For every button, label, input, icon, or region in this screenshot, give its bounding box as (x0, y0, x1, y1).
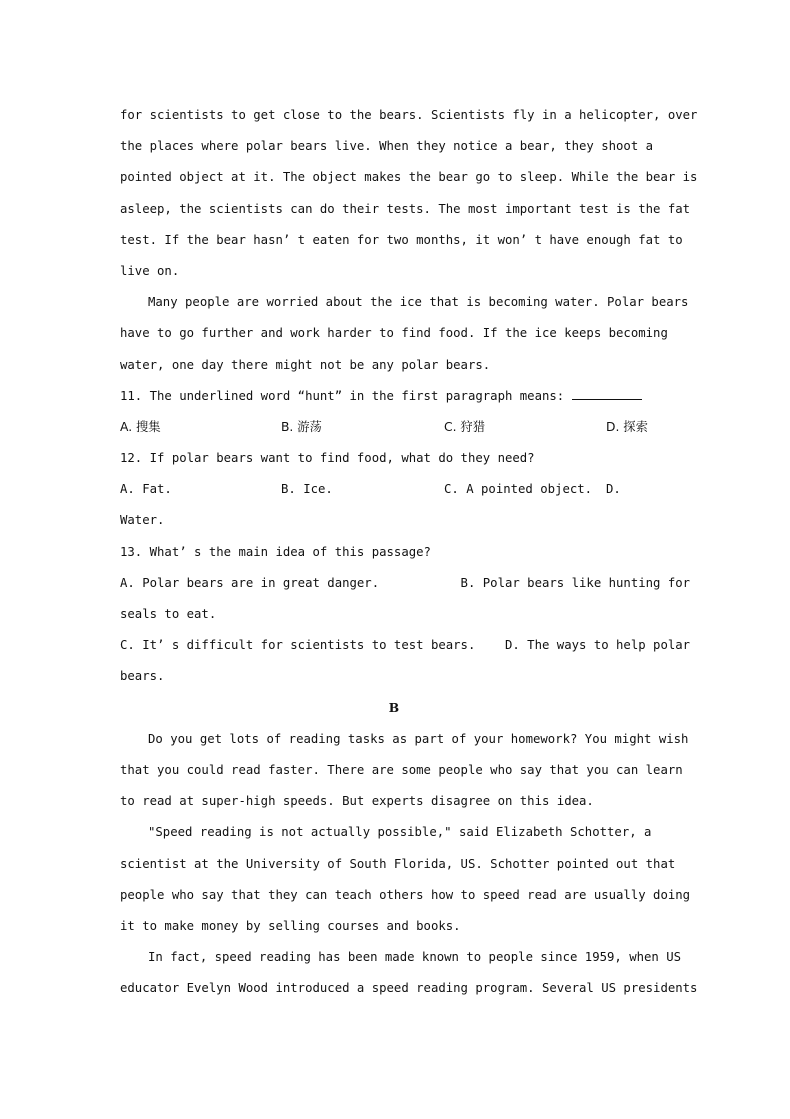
document-page (120, 104, 698, 1008)
passage-a-p2-line-3: water, one day there might not be any polar bears. (120, 357, 491, 372)
q11-option-a: A. 搜集 (120, 419, 161, 434)
q13-options-line-2: seals to eat. (120, 607, 217, 621)
passage-a-p2-line-2: have to go further and work harder to find food. If the ice keeps becoming (120, 326, 668, 341)
passage-a-p2-line-1: Many people are worried about the ice that is becoming water. Polar bears (148, 295, 689, 310)
passage-b-p3-line-2: educator Evelyn Wood introduced a speed reading program. Several US presidents (120, 981, 698, 996)
passage-b-p3-line-1: In fact, speed reading has been made known to people since 1959, when US (148, 950, 682, 965)
q13-options-line-1: A. Polar bears are in great danger. B. Polar bears like hunting for (120, 575, 691, 590)
passage-a-line-3: pointed object at it. The object makes the bear go to sleep. While the bear is (120, 170, 698, 185)
q13-options-line-4: bears. (120, 669, 165, 684)
passage-a-line-4: asleep, the scientists can do their tests. The most important test is the fat (120, 201, 691, 216)
passage-a-line-2: the places where polar bears live. When they notice a bear, they shoot a (120, 139, 654, 154)
passage-b-p2-line-1: "Speed reading is not actually possible," said Elizabeth Schotter, a (148, 825, 652, 840)
q11-option-d: D. 探索 (606, 419, 648, 434)
question-12-stem: 12. If polar bears want to find food, what do they need? (120, 451, 535, 466)
passage-b-p1-line-1: Do you get lots of reading tasks as part of your homework? You might wish (148, 731, 689, 746)
section-b-title: B (388, 699, 400, 715)
passage-a-line-6: live on. (120, 263, 180, 278)
q12-option-d: D. (606, 482, 621, 497)
question-11-stem (120, 385, 668, 416)
q11-option-b: B. 游荡 (281, 419, 322, 434)
q12-option-b: B. Ice. (281, 482, 333, 497)
q12-option-d-wrap: Water. (120, 513, 165, 528)
q12-option-c: C. A pointed object. (444, 482, 593, 497)
question-12-options (120, 478, 668, 509)
passage-a-line-1: for scientists to get close to the bears. Scientists fly in a helicopter, over (120, 108, 698, 122)
answer-blank (572, 387, 642, 400)
question-11-options (120, 416, 668, 447)
passage-b-p2-line-2: scientist at the University of South Florida, US. Schotter pointed out that (120, 856, 676, 871)
question-11-text: 11. The underlined word “hunt” in the first paragraph means: (120, 388, 565, 403)
question-13-stem: 13. What’ s the main idea of this passage? (120, 544, 431, 559)
passage-b-p1-line-2: that you could read faster. There are some people who say that you can learn (120, 762, 683, 777)
passage-a-line-5: test. If the bear hasn’ t eaten for two months, it won’ t have enough fat to (120, 232, 683, 247)
passage-b-p2-line-3: people who say that they can teach others how to speed read are usually doing (120, 887, 691, 902)
passage-b-p1-line-3: to read at super-high speeds. But experts disagree on this idea. (120, 794, 594, 809)
q13-options-line-3: C. It’ s difficult for scientists to test bears. D. The ways to help polar (120, 638, 691, 653)
q11-option-c: C. 狩猎 (444, 419, 485, 434)
passage-b-p2-line-4: it to make money by selling courses and books. (120, 918, 461, 933)
q12-option-a: A. Fat. (120, 482, 172, 497)
